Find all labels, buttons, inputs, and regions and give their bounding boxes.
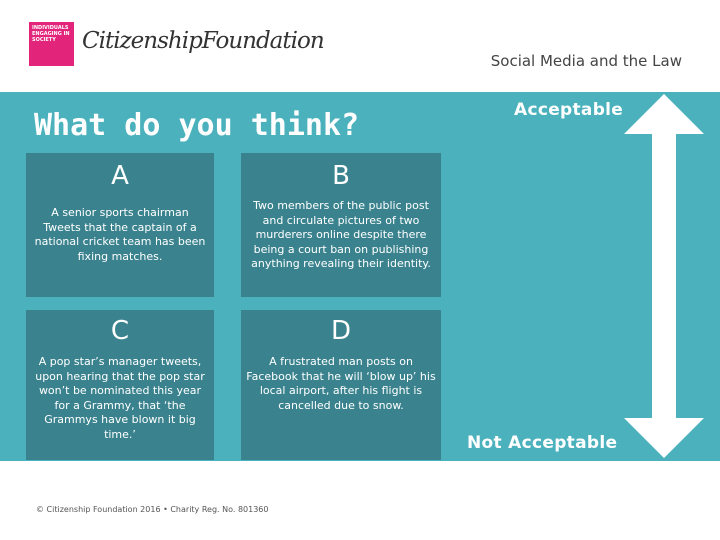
card-letter: D (330, 316, 352, 346)
card-letter: B (332, 161, 350, 191)
scenario-card-b (241, 153, 441, 297)
card-letter: A (111, 161, 129, 191)
double-arrow-icon (600, 92, 720, 461)
card-text: A pop star’s manager tweets, upon hearing that the pop star won’t be nominated this year for a Grammy, that ‘the Grammys have blown it big time.’ (35, 355, 205, 441)
scenario-card-a (26, 153, 214, 297)
footer-text: © Citizenship Foundation 2016 • Charity Reg. No. 801360 (36, 505, 269, 514)
scale-bottom-label: Not Acceptable (467, 433, 618, 453)
card-text: A senior sports chairman Tweets that the captain of a national cricket team has been fixing matches. (34, 206, 206, 263)
card-letter: C (110, 316, 130, 346)
scenario-card-c (26, 310, 214, 460)
logo-wordmark: CitizenshipFoundation (82, 28, 324, 54)
scenario-card-d (241, 310, 441, 460)
card-text: A frustrated man posts on Facebook that he will ‘blow up’ his local airport, after his flight is cancelled due to snow. (246, 355, 436, 412)
deck-title: Social Media and the Law (490, 52, 682, 70)
scale-top-label: Acceptable (514, 100, 624, 120)
card-text: Two members of the public post and circulate pictures of two murderers online despite there being a court ban on publishing anything revealing their identity. (251, 199, 431, 270)
page-title: What do you think? (34, 108, 360, 143)
logo-badge: INDIVIDUALS ENGAGING IN SOCIETY (29, 22, 74, 66)
